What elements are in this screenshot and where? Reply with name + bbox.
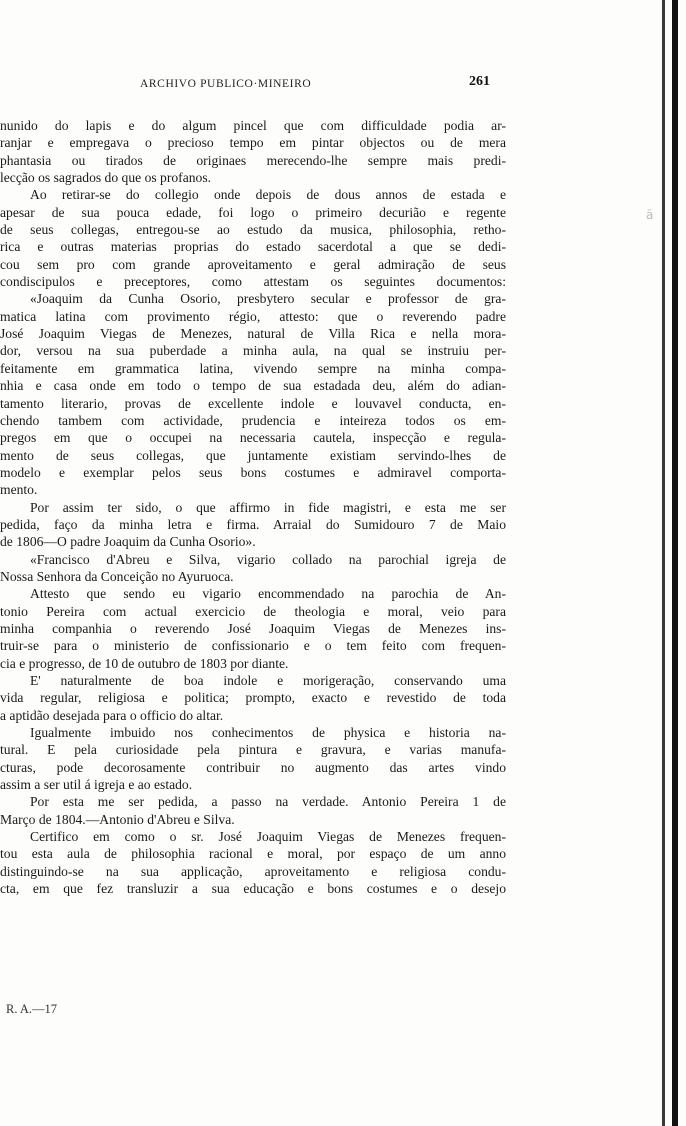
text-line: modelo e exemplar pelos seus bons costumes e admiravel comporta- [0,464,506,480]
body-text [0,117,506,897]
text-line: apesar de sua pouca edade, foi logo o primeiro decurião e regente [0,204,506,220]
text-line: Attesto que sendo eu vigario encommendado na parochia de An- [30,586,506,602]
page-header [0,72,520,92]
text-line: Nossa Senhora da Conceição no Ayuruoca. [0,568,234,584]
text-line: condiscipulos e preceptores, como attestam os seguintes documentos: [0,274,506,290]
text-line: mento. [0,482,38,498]
text-line: Igualmente imbuido nos conhecimentos de physica e historia na- [30,725,506,741]
text-line: Certifico em como o sr. José Joaquim Viegas de Menezes frequen- [30,829,506,845]
text-line: «Joaquim da Cunha Osorio, presbytero secular e professor de gra- [30,291,506,307]
text-line: pregos em que o occupei na necessaria cautela, inspecção e regula- [0,430,506,446]
text-line: a aptidão desejada para o officio do altar. [0,707,224,723]
text-line: Ao retirar-se do collegio onde depois de dous annos de estada e [30,187,506,203]
page-edge-shadow [662,0,665,1126]
text-line: E' naturalmente de boa indole e morigeração, conservando uma [30,673,506,688]
text-line: «Francisco d'Abreu e Silva, vigario collado na parochial igreja de [30,551,506,567]
text-line: cou sem pro com grande aproveitamento e geral admiração de seus [0,256,506,272]
text-line: feitamente em grammatica latina, vivendo sempre na minha compa- [0,360,506,376]
running-title: ARCHIVO PUBLICO·MINEIRO [140,78,312,90]
text-line: phantasia ou tirados de originaes merecendo-lhe sempre mais predi- [0,152,506,168]
text-line: nunido do lapis e do algum pincel que com difficuldade podia ar- [0,118,506,133]
text-line: rica e outras materias proprias do estado sacerdotal a que se dedi- [0,239,506,255]
text-line: ranjar e empregava o precioso tempo em pintar objectos ou de mera [0,135,506,151]
text-line: de 1806—O padre Joaquim da Cunha Osorio». [0,534,256,550]
text-line: Março de 1804.—Antonio d'Abreu e Silva. [0,811,235,827]
text-line: cturas, pode decorosamente contribuir no augmento das artes vindo [0,759,506,775]
text-line: cta, em que fez transluzir a sua educação e bons costumes e o desejo [0,881,506,897]
text-line: tou esta aula de philosophia racional e moral, por espaço de um anno [0,846,506,862]
text-line: minha companhia o reverendo José Joaquim Viegas de Menezes ins- [0,620,506,636]
text-line: de seus collegas, entregou-se ao estudo da musica, philosophia, retho- [0,222,506,238]
text-line: tamento literario, provas de excellente indole e louvavel conducta, en- [0,395,506,411]
signature-mark: R. A.—17 [6,1002,58,1016]
text-line: José Joaquim Viegas de Menezes, natural de Villa Rica e nella mora- [0,326,506,342]
margin-smudge-icon: ā [646,208,654,222]
text-line: matica latina com provimento régio, attesto: que o reverendo padre [0,308,506,324]
text-line: lecção os sagrados do que os profanos. [0,170,212,186]
text-line: truir-se para o ministerio de confissionario e o tem feito com frequen- [0,638,506,654]
text-line: Por esta me ser pedida, a passo na verdade. Antonio Pereira 1 de [30,794,506,810]
text-line: vida regular, religiosa e politica; prompto, exacto e revestido de toda [0,690,506,706]
text-line: distinguindo-se na sua applicação, aproveitamento e religiosa condu- [0,863,506,879]
text-line: dor, versou na sua puberdade a minha aula, na qual se instruiu per- [0,343,506,359]
text-line: cia e progresso, de 10 de outubro de 1803 por diante. [0,655,289,671]
text-line: nhia e casa onde em todo o tempo de sua estadada deu, além do adian- [0,378,506,394]
text-line: chendo tambem com actividade, prudencia e inteireza todos os em- [0,412,506,428]
text-line: tonio Pereira com actual exercicio de theologia e moral, veio para [0,603,506,619]
text-line: Por assim ter sido, o que affirmo in fide magistri, e esta me ser [30,499,506,515]
text-line: mento de seus collegas, que juntamente existiam servindo-lhes de [0,447,506,463]
text-line: pedida, faço da minha letra e firma. Arraial do Sumidouro 7 de Maio [0,516,506,532]
book-binding-edge [672,0,678,1126]
text-line: assim a ser util á igreja e ao estado. [0,777,193,793]
text-line: tural. E pela curiosidade pela pintura e gravura, e varias manufa- [0,742,506,758]
page-number: 261 [469,74,490,89]
